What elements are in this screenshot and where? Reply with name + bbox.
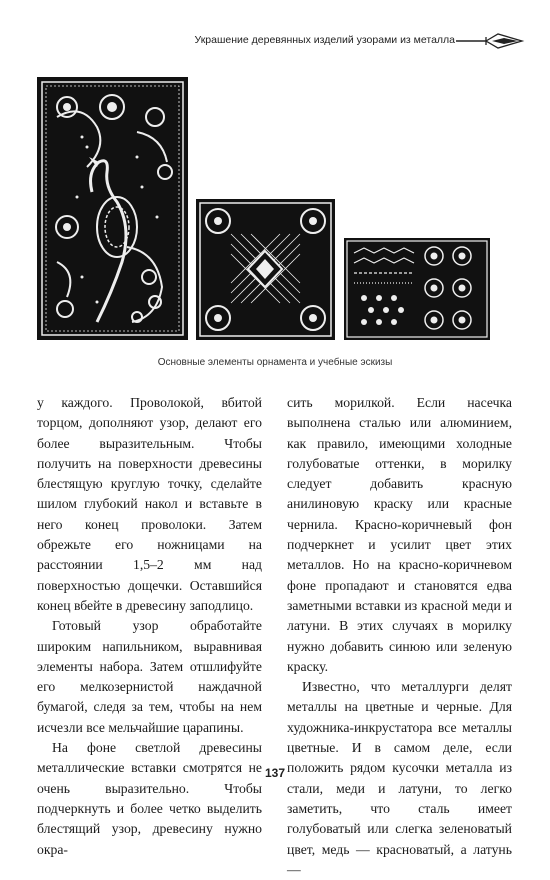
- geometric-sketch-panel: [196, 199, 335, 340]
- elements-sketch-image: [344, 238, 490, 340]
- left-text-column: [37, 393, 262, 860]
- elements-sketch-panel: [344, 238, 490, 340]
- paragraph: На фоне светлой древесины металлические вставки смотрятся не очень выразительно. Чтобы подчеркнуть и более четко выделить блестящий узор, древесину нужно окра-: [37, 740, 262, 857]
- geometric-sketch-image: [196, 199, 335, 340]
- peacock-ornament-image: [37, 77, 188, 340]
- paragraph: сить морилкой. Если насечка выполнена сталью или алюминием, как правило, имеющими холодные голубоватые оттенки, в морилку следует добавить красную анилиновую краску или красные чернила. Красно-коричневый фон подчеркнет и усилит цвет этих металлов. Но на красно-коричневом фоне пропадают и становятся едва заметными вставки из красной меди и латуни. В этих случаях в морилку нужно добавить синюю или зеленую краску.: [287, 395, 512, 674]
- paragraph: Известно, что металлурги делят металлы на цветные и черные. Для художника-инкрустатора все металлы цветные. И в самом деле, если положить рядом кусочки металла из стали, меди и латуни, то легко заметить, что сталь имеет голубоватый или слегка зеленоватый цвет, медь — красноватый, а латунь —: [287, 679, 512, 877]
- page-number: 137: [264, 766, 286, 780]
- paragraph: Готовый узор обработайте широким напильником, выравнивая элементы набора. Затем отшлифуйте его мелкозернистой наждачной бумагой, следя за тем, чтобы на нем исчезли все мельчайшие царапины.: [37, 618, 262, 735]
- figure-caption: Основные элементы орнамента и учебные эскизы: [157, 357, 393, 368]
- peacock-ornament-panel: [37, 77, 188, 340]
- ornament-figures: [0, 0, 550, 370]
- header-title: Украшение деревянных изделий узорами из металла: [194, 34, 455, 46]
- paragraph: у каждого. Проволокой, вбитой торцом, дополняют узор, делают его более выразительным. Чтобы получить на поверхности древесины блестящую круглую точку, сделайте шилом глубокий накол и вставьте в него конец проволоки. Затем обрежьте его ножницами на расстоянии 1,5–2 мм над поверхностью дощечки. Оставшийся конец вбейте в древесину заподлицо.: [37, 395, 262, 613]
- right-text-column: [287, 393, 512, 880]
